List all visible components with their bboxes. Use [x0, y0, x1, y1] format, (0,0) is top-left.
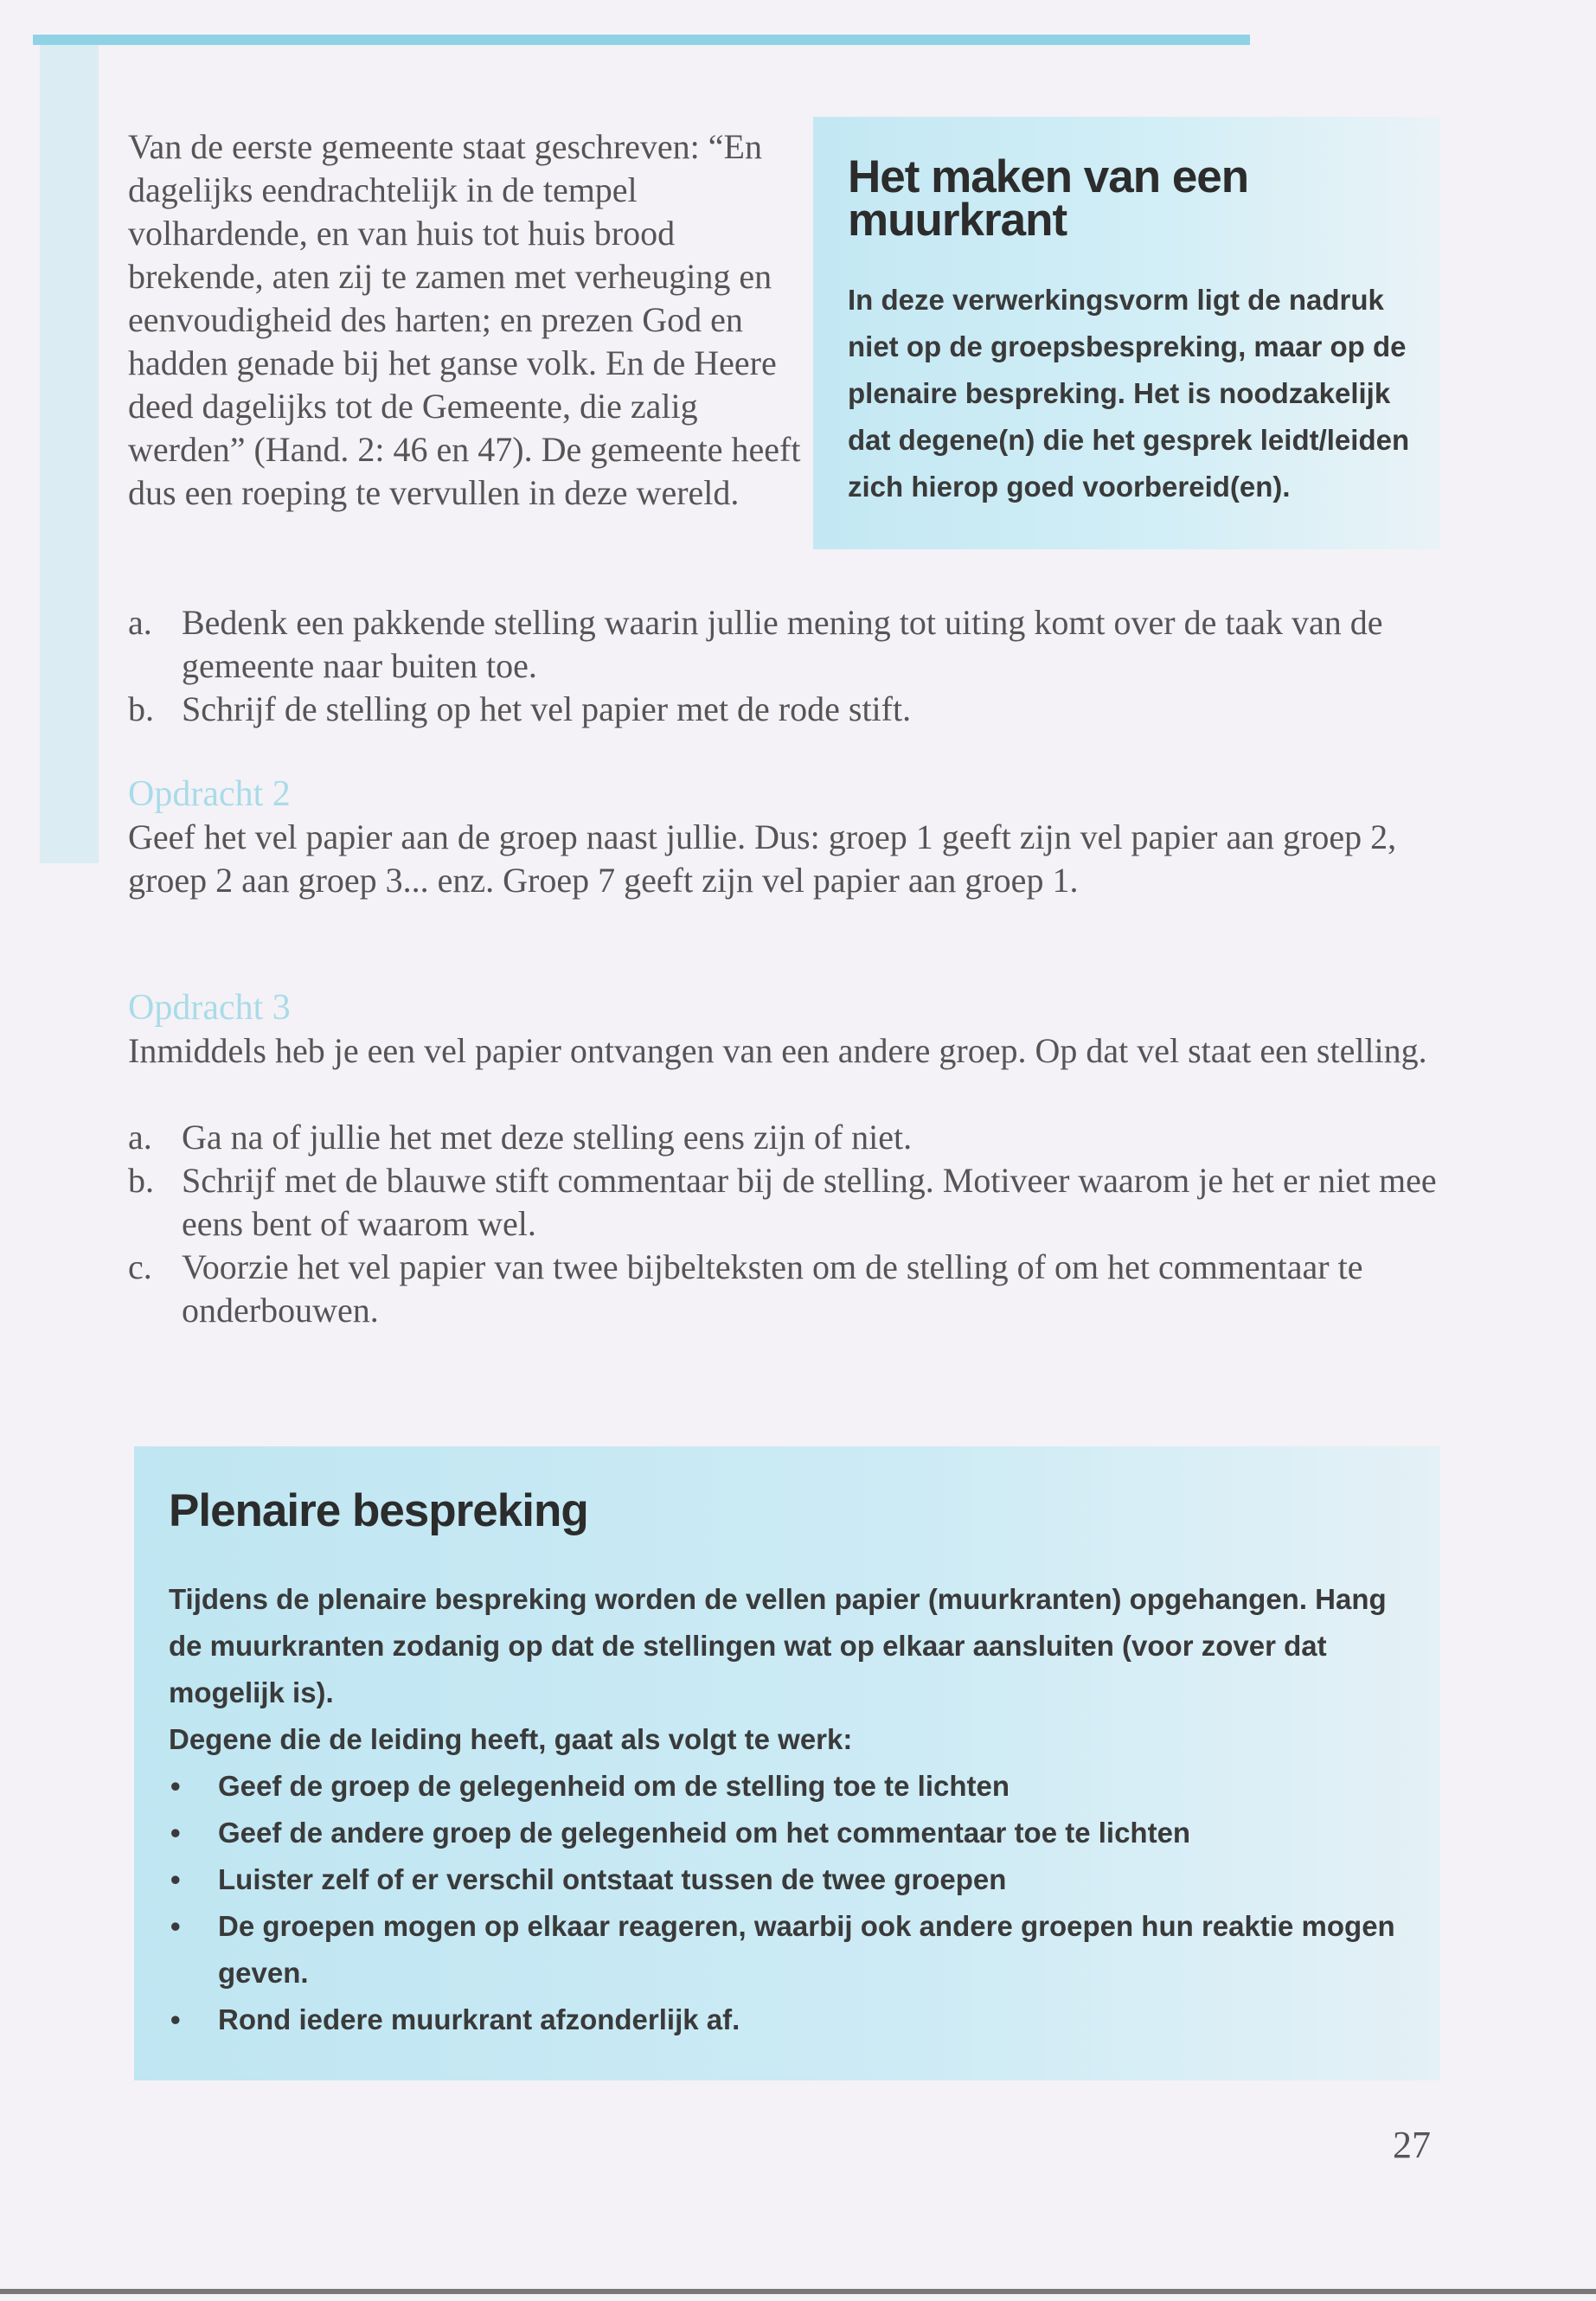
muurkrant-title-line2: muurkrant	[848, 195, 1067, 246]
list-item	[169, 1997, 1414, 2043]
list-item-text: Geef de groep de gelegenheid om de stelling toe te lichten	[218, 1770, 1010, 1802]
list-item	[128, 1159, 1460, 1246]
left-accent-bar	[40, 45, 99, 863]
bullet-icon: •	[170, 2003, 181, 2035]
list-item	[128, 688, 1460, 731]
list-item-text: Luister zelf of er verschil ontstaat tussen de twee groepen	[218, 1863, 1007, 1895]
plenaire-bullet-list	[169, 1763, 1414, 2043]
list-item	[128, 1116, 1460, 1159]
list-marker: b.	[128, 689, 154, 728]
list-marker: a.	[128, 1118, 152, 1157]
list-item	[169, 1763, 1414, 1810]
muurkrant-info-box	[813, 117, 1440, 549]
bottom-edge-rule	[0, 2289, 1596, 2294]
opdracht3-list	[128, 1116, 1460, 1332]
muurkrant-title-line1: Het maken van een	[848, 151, 1249, 202]
opdracht1-list	[128, 601, 1460, 731]
muurkrant-box-text: In deze verwerkingsvorm ligt de nadruk niet op de groepsbespreking, maar op de plenaire bespreking. Het is noodzakelijk dat degene(n) die het gesprek leidt/leiden zich hierop goed voorbereid(en).	[848, 284, 1410, 503]
plenaire-box-title: Plenaire bespreking	[169, 1485, 588, 1536]
muurkrant-box-title	[848, 151, 1440, 246]
list-item-text: Schrijf met de blauwe stift commentaar bij de stelling. Motiveer waarom je het er niet mee eens bent of waarom wel.	[182, 1161, 1437, 1243]
list-marker: a.	[128, 603, 152, 642]
list-item-text: Geef de andere groep de gelegenheid om het commentaar toe te lichten	[218, 1817, 1191, 1849]
list-item	[128, 1246, 1460, 1332]
bullet-icon: •	[170, 1863, 181, 1895]
bullet-icon: •	[170, 1770, 181, 1802]
list-item	[169, 1810, 1414, 1856]
list-marker: b.	[128, 1161, 154, 1200]
list-item-text: Ga na of jullie het met deze stelling eens zijn of niet.	[182, 1118, 913, 1157]
plenaire-lead-text: Degene die de leiding heeft, gaat als volgt te werk:	[169, 1723, 853, 1755]
top-accent-rule	[33, 35, 1250, 45]
list-item	[169, 1903, 1414, 1997]
opdracht3-heading: Opdracht 3	[128, 988, 291, 1028]
opdracht3-text: Inmiddels heb je een vel papier ontvangen van een andere groep. Op dat vel staat een stelling.	[128, 1031, 1427, 1070]
list-item-text: Voorzie het vel papier van twee bijbelteksten om de stelling of om het commentaar te onderbouwen.	[182, 1247, 1363, 1330]
plenaire-bespreking-box	[134, 1446, 1440, 2080]
list-item	[169, 1856, 1414, 1903]
list-item-text: Rond iedere muurkrant afzonderlijk af.	[218, 2003, 740, 2035]
page-number: 27	[1393, 2124, 1431, 2166]
list-item	[128, 601, 1460, 688]
opdracht2-text: Geef het vel papier aan de groep naast jullie. Dus: groep 1 geeft zijn vel papier aan groep 2, groep 2 aan groep 3... enz. Groep 7 geeft zijn vel papier aan groep 1.	[128, 817, 1397, 900]
intro-paragraph: Van de eerste gemeente staat geschreven: “En dagelijks eendrachtelijk in de tempel volhardende, en van huis tot huis brood brekende, aten zij te zamen met verheuging en eenvoudigheid des harten; en prezen God en hadden genade bij het ganse volk. En de Heere deed dagelijks tot de Gemeente, die zalig werden” (Hand. 2: 46 en 47). De gemeente heeft dus een roeping te vervullen in deze wereld.	[128, 127, 801, 512]
bullet-icon: •	[170, 1910, 181, 1942]
bullet-icon: •	[170, 1817, 181, 1849]
list-item-text: Schrijf de stelling op het vel papier met de rode stift.	[182, 689, 912, 728]
list-item-text: Bedenk een pakkende stelling waarin jullie mening tot uiting komt over de taak van de gemeente naar buiten toe.	[182, 603, 1383, 685]
opdracht2-heading: Opdracht 2	[128, 774, 291, 814]
plenaire-intro-text: Tijdens de plenaire bespreking worden de vellen papier (muurkranten) opgehangen. Hang de muurkranten zodanig op dat de stellingen wat op elkaar aansluiten (voor zover dat mogelijk is).	[169, 1583, 1387, 1708]
list-marker: c.	[128, 1247, 152, 1286]
list-item-text: De groepen mogen op elkaar reageren, waarbij ook andere groepen hun reaktie mogen geven.	[218, 1910, 1395, 1989]
